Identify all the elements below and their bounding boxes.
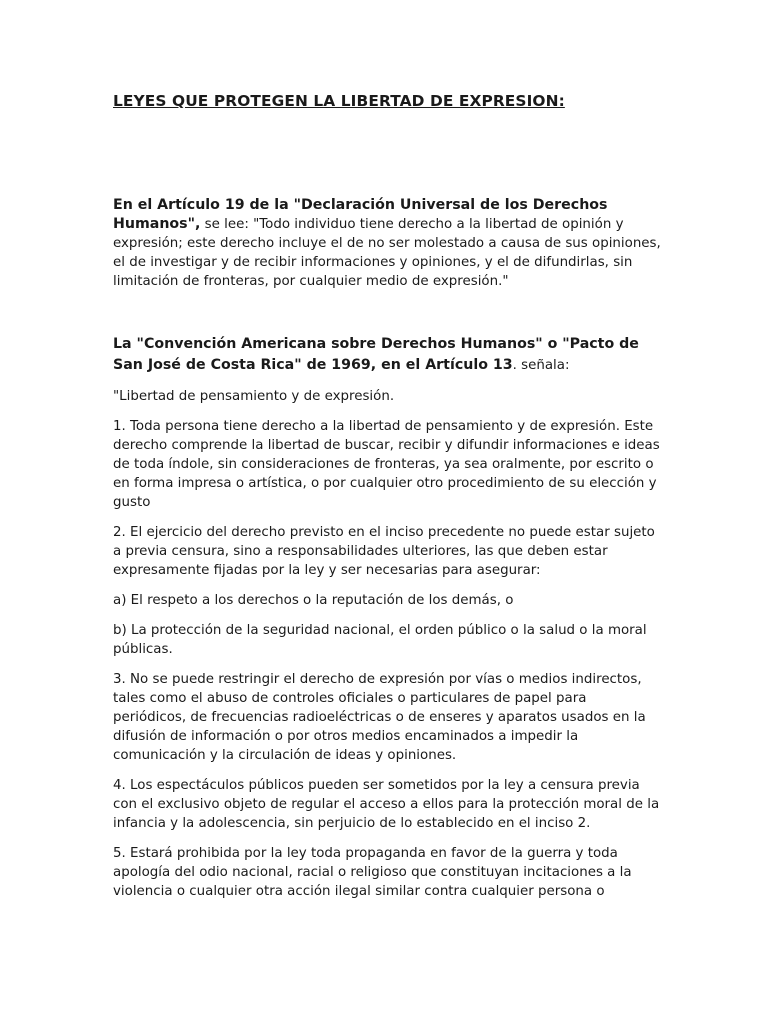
paragraph-item-b: b) La protección de la seguridad nacional, el orden público o la salud o la moral públicas.: [113, 623, 647, 657]
paragraph-item-4: 4. Los espectáculos públicos pueden ser sometidos por la ley a censura previa con el exclusivo objeto de regular el acceso a ellos para la protección moral de la infancia y la adolescencia, sin perjuicio de lo establecido en el inciso 2.: [113, 778, 660, 831]
paragraph-item-2: 2. El ejercicio del derecho previsto en el inciso precedente no puede estar sujeto a previa censura, sino a responsabilidades ulteriores, las que deben estar expresamente fijadas por la ley y ser necesarias para asegurar:: [113, 525, 655, 578]
convention-heading: La "Convención Americana sobre Derechos Humanos" o "Pacto de San José de Costa Rica" de 1969, en el Artículo 13: [113, 336, 639, 373]
paragraph-item-3: 3. No se puede restringir el derecho de expresión por vías o medios indirectos, tales como el abuso de controles oficiales o particulares de papel para periódicos, de frecuencias radioeléctricas o de enseres y aparatos usados en la difusión de información o por otros medios encaminados a impedir la comunicación y la circulación de ideas y opiniones.: [113, 672, 646, 763]
article-19-text: se lee: "Todo individuo tiene derecho a la libertad de opinión y expresión; este derecho incluye el de no ser molestado a causa de sus opiniones, el de investigar y de recibir informaciones y opiniones, y el de difundirlas, sin limitación de fronteras, por cualquier medio de expresión.": [113, 217, 661, 289]
convention-paragraph: [113, 334, 661, 376]
document-body: [113, 90, 661, 912]
convention-text: . señala:: [512, 358, 570, 373]
paragraph-item-a: a) El respeto a los derechos o la reputación de los demás, o: [113, 593, 514, 608]
document-title: LEYES QUE PROTEGEN LA LIBERTAD DE EXPRESION:: [113, 92, 565, 110]
paragraph-intro: "Libertad de pensamiento y de expresión.: [113, 389, 395, 404]
article-19-heading: En el Artículo 19 de la "Declaración Universal de los Derechos Humanos",: [113, 197, 608, 232]
paragraph-item-1: 1. Toda persona tiene derecho a la libertad de pensamiento y de expresión. Este derecho comprende la libertad de buscar, recibir y difundir informaciones e ideas de toda índole, sin consideraciones de fronteras, ya sea oralmente, por escrito o en forma impresa o artística, o por cualquier otro procedimiento de su elección y gusto: [113, 419, 660, 510]
paragraph-item-5: 5. Estará prohibida por la ley toda propaganda en favor de la guerra y toda apología del odio nacional, racial o religioso que constituyan incitaciones a la violencia o cualquier otra acción ilegal similar contra cualquier persona o: [113, 846, 632, 899]
article-19-paragraph: [113, 196, 661, 291]
